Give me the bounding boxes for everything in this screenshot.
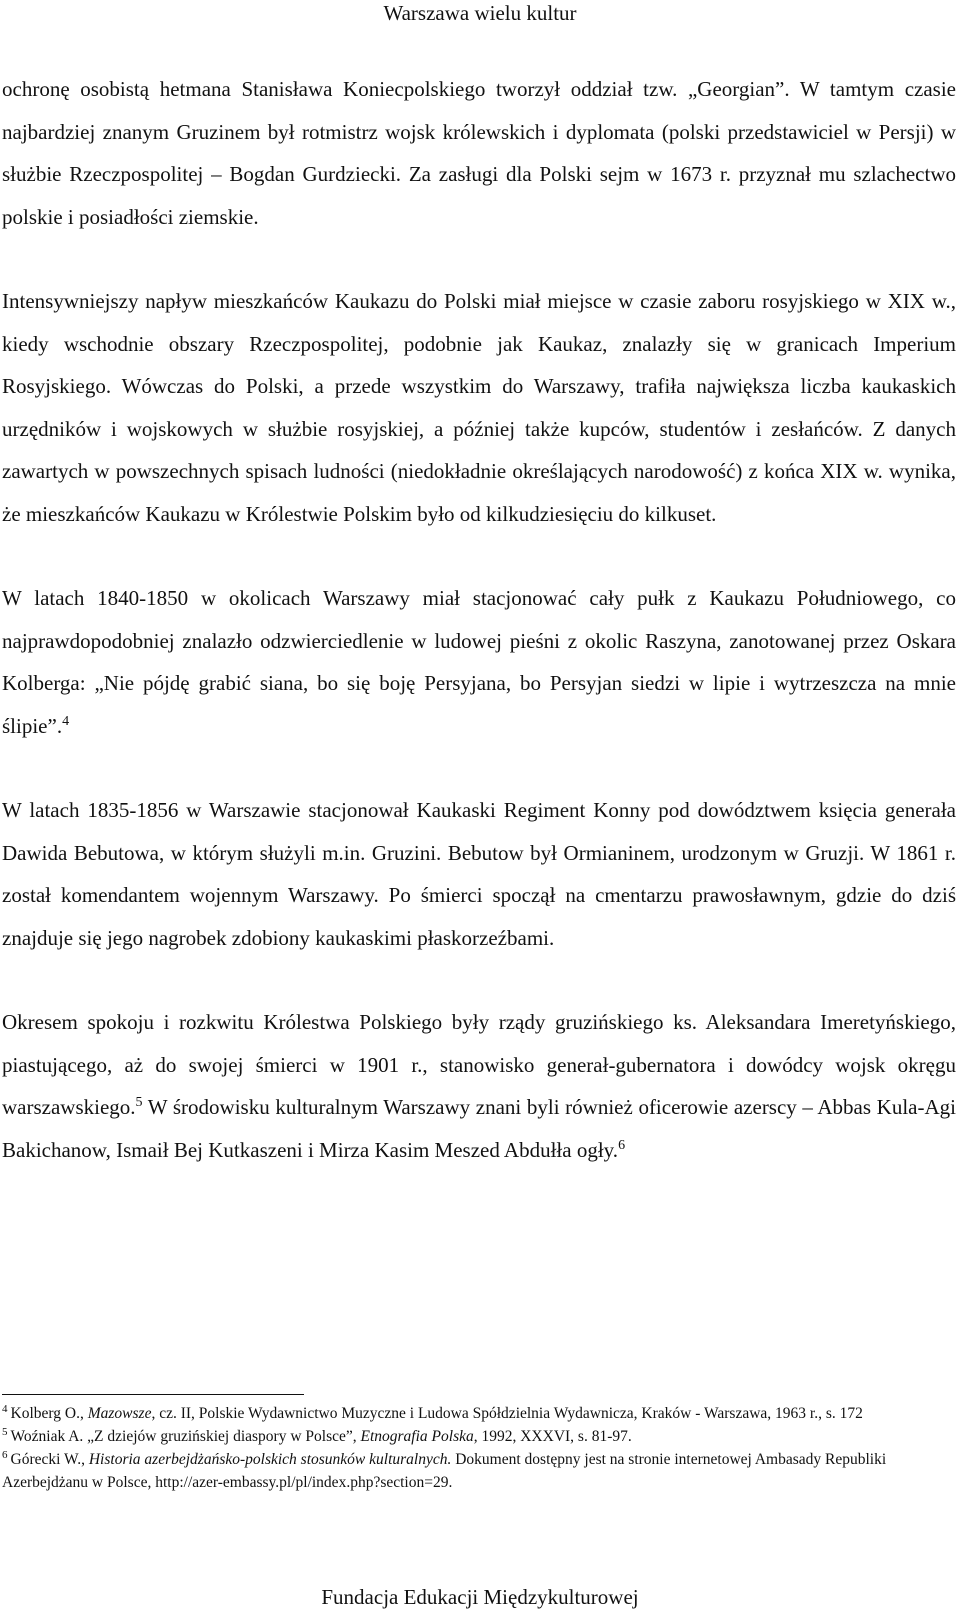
footnote-6-author: Górecki W., (10, 1451, 89, 1468)
main-text (2, 68, 956, 1171)
footnote-6 (2, 1448, 956, 1494)
header-title: Warszawa wielu kultur (383, 1, 577, 25)
footnote-4-title: Mazowsze (87, 1405, 152, 1422)
footnote-4-author: Kolberg O., (10, 1405, 88, 1422)
footnote-ref-4[interactable]: 4 (62, 713, 70, 729)
footnote-6-details: Dokument dostępny jest na stronie internetowej Ambasady Republiki Azerbejdżanu w Polsce, http://azer-embassy.pl/pl/index.php?section=29. (2, 1451, 887, 1491)
paragraph-1: ochronę osobistą hetmana Stanisława Koniecpolskiego tworzył oddział tzw. „Georgian”. W tamtym czasie najbardziej znanym Gruzinem był rotmistrz wojsk królewskich i dyplomata (polski przedstawiciel w Persji) w służbie Rzeczpospolitej – Bogdan Gurdziecki. Za zasługi dla Polski sejm w 1673 r. przyznał mu szlachectwo polskie i posiadłości ziemskie. (2, 77, 956, 229)
footnote-6-number: 6 (2, 1448, 8, 1461)
footnote-5-journal: Etnografia Polska (360, 1428, 474, 1445)
footnote-4 (2, 1402, 956, 1425)
footer-text: Fundacja Edukacji Międzykulturowej (321, 1585, 639, 1609)
footnote-5 (2, 1425, 956, 1448)
footnotes (2, 1402, 956, 1494)
page-header (0, 0, 960, 26)
footnote-5-details: , 1992, XXXVI, s. 81-97. (473, 1428, 632, 1445)
footnote-ref-6[interactable]: 6 (618, 1137, 626, 1153)
footnote-4-number: 4 (2, 1402, 8, 1415)
footnote-4-details: , cz. II, Polskie Wydawnictwo Muzyczne i Ludowa Spółdzielnia Wydawnicza, Kraków - Warszawa, 1963 r., s. 172 (151, 1405, 863, 1422)
page-footer (0, 1584, 960, 1610)
paragraph-3 (2, 577, 956, 747)
paragraph-2: Intensywniejszy napływ mieszkańców Kaukazu do Polski miał miejsce w czasie zaboru rosyjskiego w XIX w., kiedy wschodnie obszary Rzeczpospolitej, podobnie jak Kaukaz, znalazły się w granicach Imperium Rosyjskiego. Wówczas do Polski, a przede wszystkim do Warszawy, trafiła największa liczba kaukaskich urzędników i wojskowych w służbie rosyjskiej, a później także kupców, studentów i zesłańców. Z danych zawartych w powszechnych spisach ludności (niedokładnie określających narodowość) z końca XIX w. wynika, że mieszkańców Kaukazu w Królestwie Polskim było od kilkudziesięciu do kilkuset. (2, 289, 956, 526)
footnote-ref-5[interactable]: 5 (135, 1095, 143, 1110)
footnote-5-author: Woźniak A. „Z dziejów gruzińskiej diaspory w Polsce”, (10, 1428, 361, 1445)
paragraph-3-text: W latach 1840-1850 w okolicach Warszawy miał stacjonować cały pułk z Kaukazu Południowego, co najprawdopodobniej znalazło odzwierciedlenie w ludowej pieśni z okolic Raszyna, zanotowanej przez Oskara Kolberga: „Nie pójdę grabić siana, bo się boję Persyjana, bo Persyjan siedzi w lipie i wytrzeszcza na mnie ślipie”. (2, 586, 956, 738)
paragraph-5-text-a: Okresem spokoju i rozkwitu Królestwa Polskiego były rządy gruzińskiego ks. Aleksandara Imeretyńskiego, piastującego, aż do swojej śmierci w 1901 r., stanowisko generał-gubernatora i dowódcy wojsk okręgu warszawskiego. (2, 1010, 956, 1119)
footnote-separator (2, 1394, 304, 1395)
footnote-5-number: 5 (2, 1425, 8, 1438)
paragraph-5 (2, 1001, 956, 1171)
footnote-6-title: Historia azerbejdżańsko-polskich stosunków kulturalnych. (88, 1451, 452, 1468)
paragraph-5-text-b: W środowisku kulturalnym Warszawy znani byli również oficerowie azerscy – Abbas Kula-Agi Bakichanow, Ismaił Bej Kutkaszeni i Mirza Kasim Meszed Abdułła ogły. (2, 1095, 956, 1162)
paragraph-4: W latach 1835-1856 w Warszawie stacjonował Kaukaski Regiment Konny pod dowództwem księcia generała Dawida Bebutowa, w którym służyli m.in. Gruzini. Bebutow był Ormianinem, urodzonym w Gruzji. W 1861 r. został komendantem wojennym Warszawy. Po śmierci spoczął na cmentarzu prawosławnym, gdzie do dziś znajduje się jego nagrobek zdobiony kaukaskimi płaskorzeźbami. (2, 798, 956, 950)
